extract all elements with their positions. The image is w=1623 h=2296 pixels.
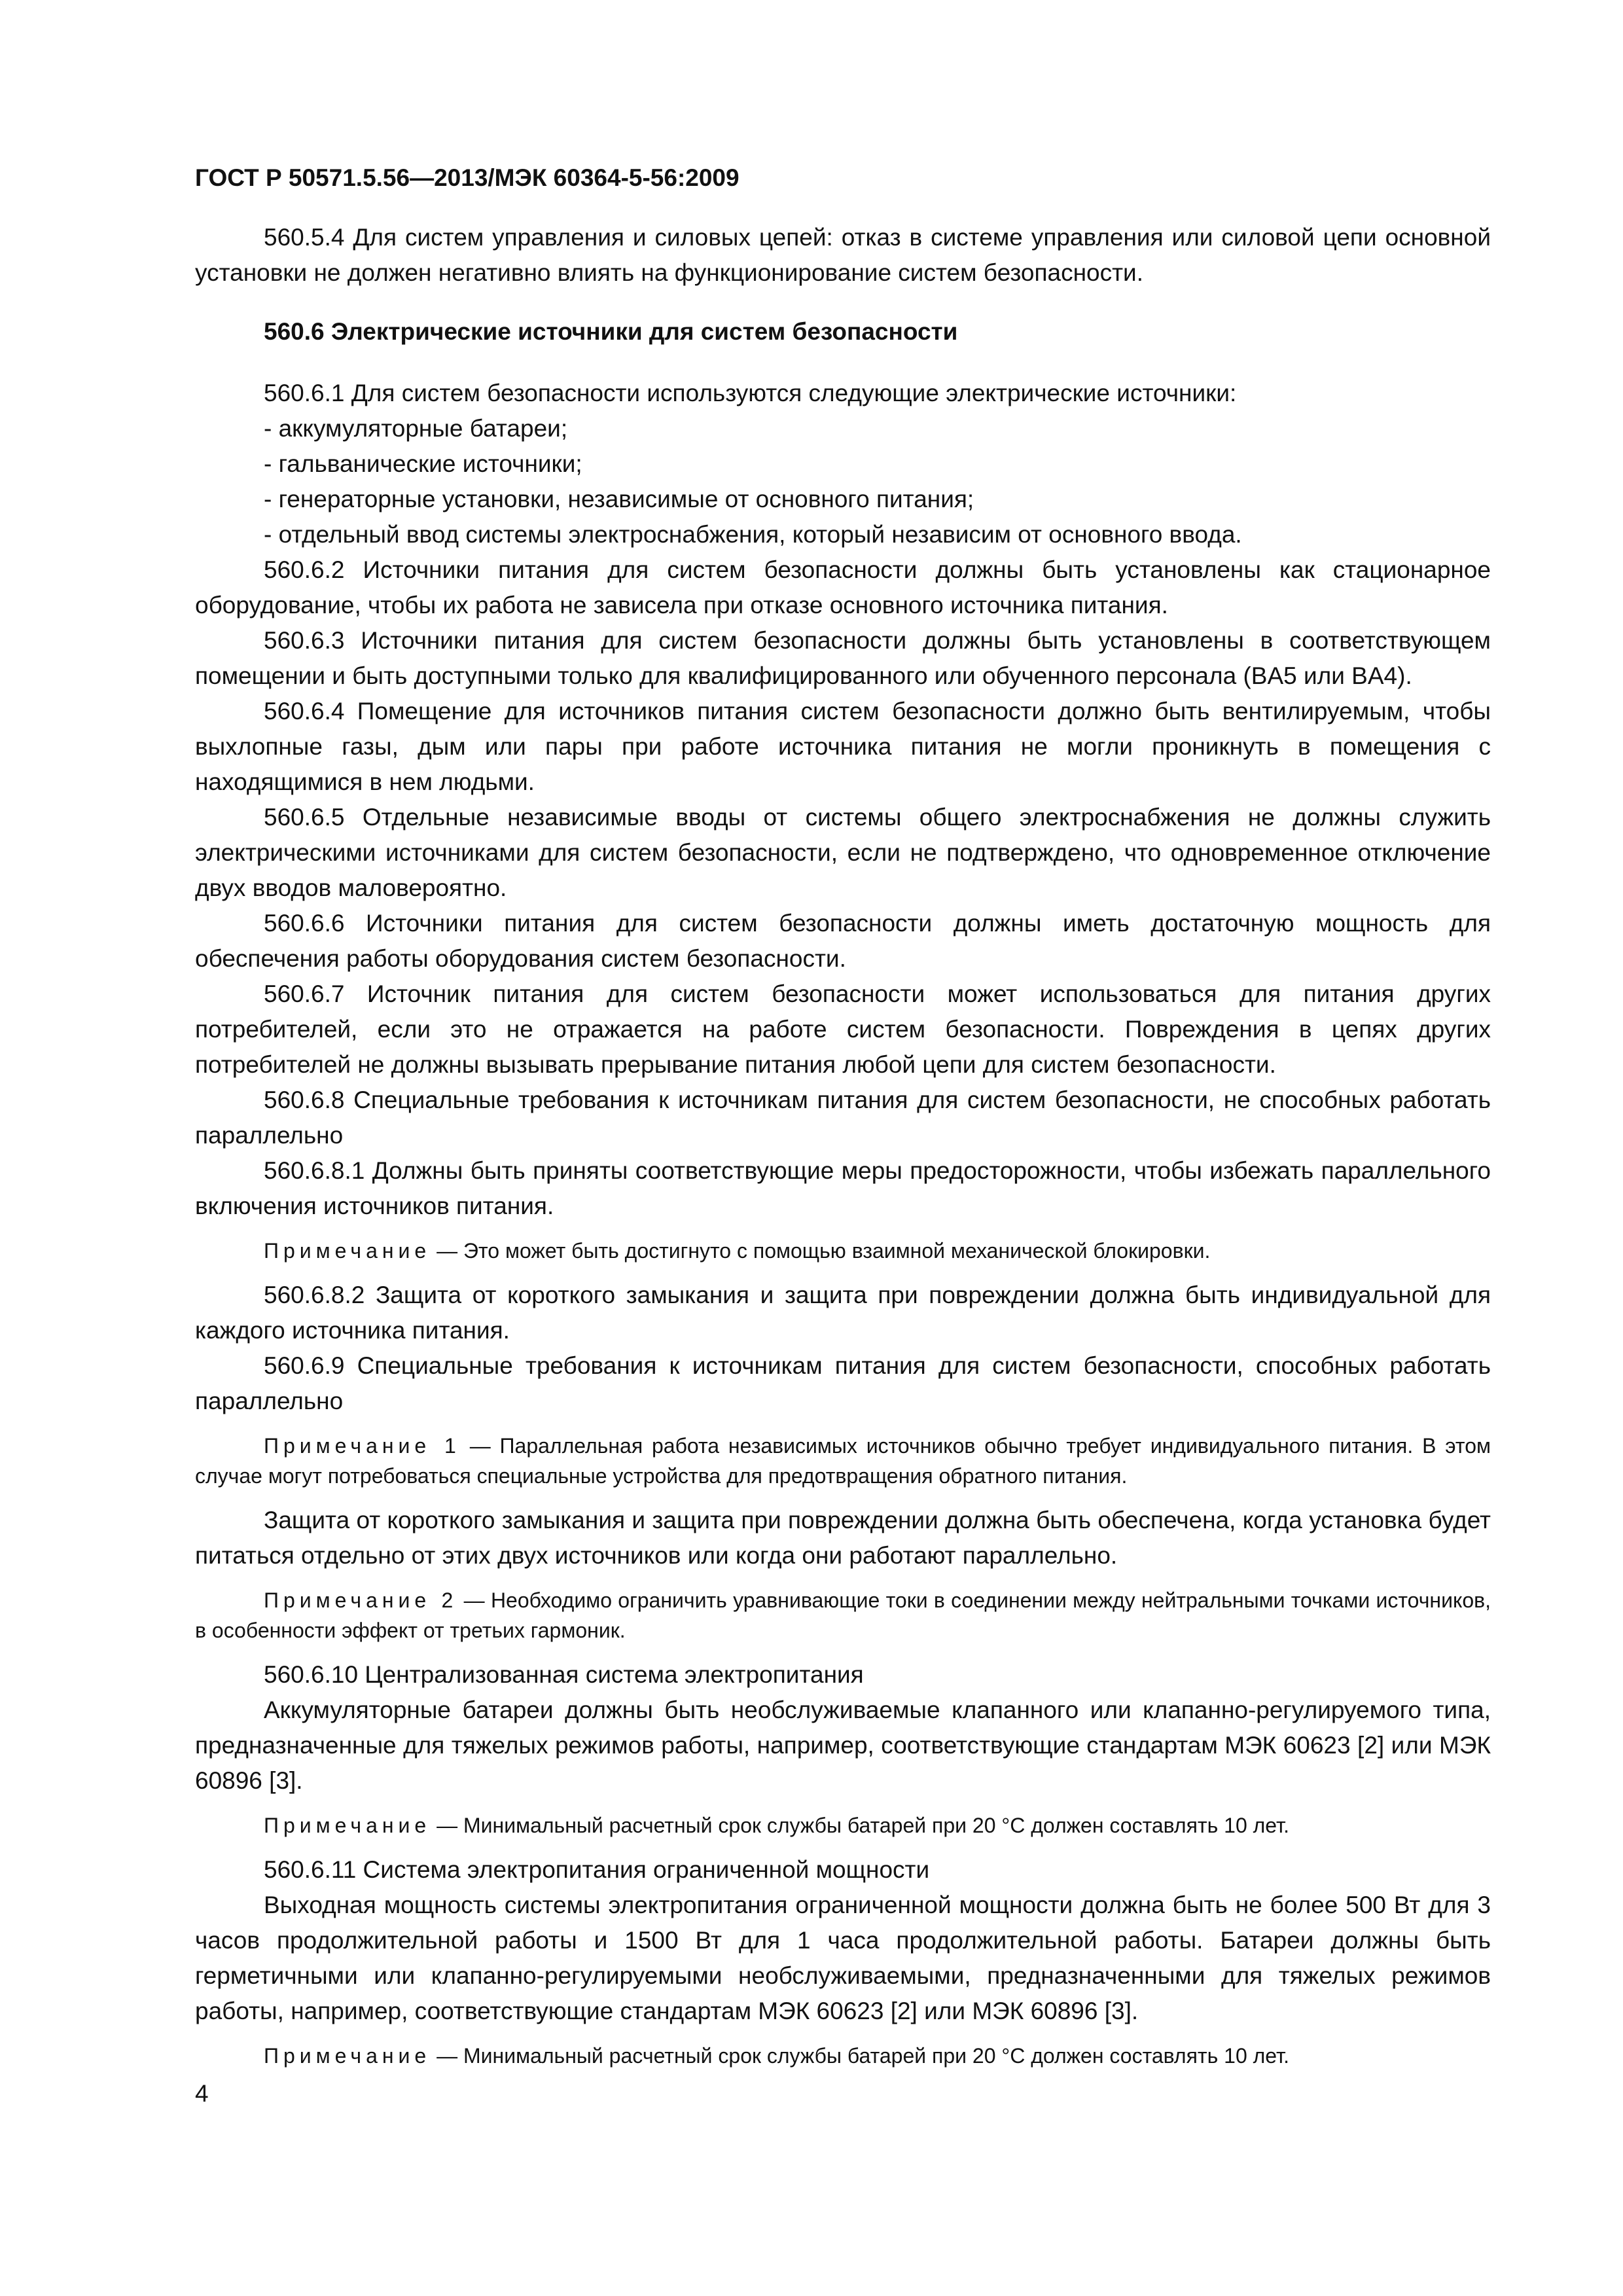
paragraph-560-5-4: 560.5.4 Для систем управления и силовых цепей: отказ в системе управления или силовой цепи основной установки не должен негативно влиять на функционирование систем безопасности. [195, 224, 1491, 286]
list-item: - аккумуляторные батареи; [264, 415, 568, 442]
paragraph-560-6-5: 560.6.5 Отдельные независимые вводы от системы общего электроснабжения не должны служить электрическими источниками для систем безопасности, если не подтверждено, что одновременное отключение двух вводов маловероятно. [195, 804, 1491, 901]
paragraph-560-6-9: 560.6.9 Специальные требования к источникам питания для систем безопасности, способных работать параллельно [195, 1352, 1491, 1414]
note-text: — Это может быть достигнуто с помощью взаимной механической блокировки. [437, 1239, 1211, 1263]
paragraph-560-6-1: 560.6.1 Для систем безопасности используются следующие электрические источники: [264, 380, 1237, 406]
paragraph-560-6-7: 560.6.7 Источник питания для систем безопасности может использоваться для питания других потребителей, если это не отражается на работе систем безопасности. Повреждения в цепях других потребителей не должны вызывать прерывание питания любой цепи для систем безопасности. [195, 980, 1491, 1078]
note-560-6-10 [195, 1810, 1491, 1840]
paragraph-560-6-6: 560.6.6 Источники питания для систем безопасности должны иметь достаточную мощность для обеспечения работы оборудования систем безопасности. [195, 910, 1491, 972]
paragraph-560-6-8-1: 560.6.8.1 Должны быть приняты соответствующие меры предосторожности, чтобы избежать параллельного включения источников питания. [195, 1157, 1491, 1219]
list-item: - гальванические источники; [264, 450, 582, 477]
paragraph-560-6-8: 560.6.8 Специальные требования к источникам питания для систем безопасности, не способных работать параллельно [195, 1086, 1491, 1149]
list-item: - отдельный ввод системы электроснабжения, который независим от основного ввода. [264, 521, 1242, 548]
note-text: — Необходимо ограничить уравнивающие токи в соединении между нейтральными точками источников, в особенности эффект от третьих гармоник. [195, 1588, 1491, 1642]
paragraph-560-6-10-body: Аккумуляторные батареи должны быть необслуживаемые клапанного или клапанно-регулируемого типа, предназначенные для тяжелых режимов работы, например, соответствующие стандартам МЭК 60623 [2] или МЭК 60896 [3]. [195, 1696, 1491, 1794]
note-label: Примечание [264, 1814, 431, 1837]
paragraph-560-6-10: 560.6.10 Централизованная система электропитания [264, 1661, 864, 1688]
paragraph-560-6-8-2: 560.6.8.2 Защита от короткого замыкания и защита при повреждении должна быть индивидуальной для каждого источника питания. [195, 1282, 1491, 1344]
note-text: — Минимальный расчетный срок службы батарей при 20 °С должен составлять 10 лет. [437, 2044, 1290, 2068]
document-header: ГОСТ Р 50571.5.56—2013/МЭК 60364-5-56:2009 [195, 164, 740, 191]
document-page [195, 164, 1491, 2083]
list-item: - генераторные установки, независимые от основного питания; [264, 486, 974, 512]
paragraph-protection: Защита от короткого замыкания и защита при повреждении должна быть обеспечена, когда установка будет питаться отдельно от этих двух источников или когда они работают параллельно. [195, 1507, 1491, 1569]
note-560-6-11 [195, 2041, 1491, 2071]
paragraph-560-6-3: 560.6.3 Источники питания для систем безопасности должны быть установлены в соответствующем помещении и быть доступными только для квалифицированного или обученного персонала (BA5 или BA4). [195, 627, 1491, 689]
paragraph-560-6-2: 560.6.2 Источники питания для систем безопасности должны быть установлены как стационарное оборудование, чтобы их работа не зависела при отказе основного источника питания. [195, 556, 1491, 619]
note-text: — Параллельная работа независимых источников обычно требует индивидуального питания. В этом случае могут потребоваться специальные устройства для предотвращения обратного питания. [195, 1434, 1491, 1488]
paragraph-560-6-4: 560.6.4 Помещение для источников питания систем безопасности должно быть вентилируемым, чтобы выхлопные газы, дым или пары при работе источника питания не могли проникнуть в помещения с находящимися в нем людьми. [195, 698, 1491, 795]
note-label: Примечание [264, 2044, 431, 2068]
note-text: — Минимальный расчетный срок службы батарей при 20 °С должен составлять 10 лет. [437, 1814, 1290, 1837]
note-560-6-8-1 [195, 1236, 1491, 1266]
note-label: Примечание [264, 1239, 431, 1263]
page-number: 4 [195, 2080, 209, 2107]
paragraph-560-6-11-body: Выходная мощность системы электропитания ограниченной мощности должна быть не более 500 Вт для 3 часов продолжительной работы и 1500 Вт для 1 часа продолжительной работы. Батареи должны быть герметичными или клапанно-регулируемыми необслуживаемыми, предназначенными для тяжелых режимов работы, например, соответствующие стандартам МЭК 60623 [2] или МЭК 60896 [3]. [195, 1892, 1491, 2024]
note-2-560-6-9 [195, 1585, 1491, 1645]
note-label: Примечание 2 [264, 1588, 458, 1612]
paragraph-560-6-11: 560.6.11 Система электропитания ограниченной мощности [264, 1856, 930, 1883]
section-heading-560-6: 560.6 Электрические источники для систем безопасности [264, 318, 958, 345]
note-1-560-6-9 [195, 1431, 1491, 1491]
note-label: Примечание 1 [264, 1434, 461, 1458]
